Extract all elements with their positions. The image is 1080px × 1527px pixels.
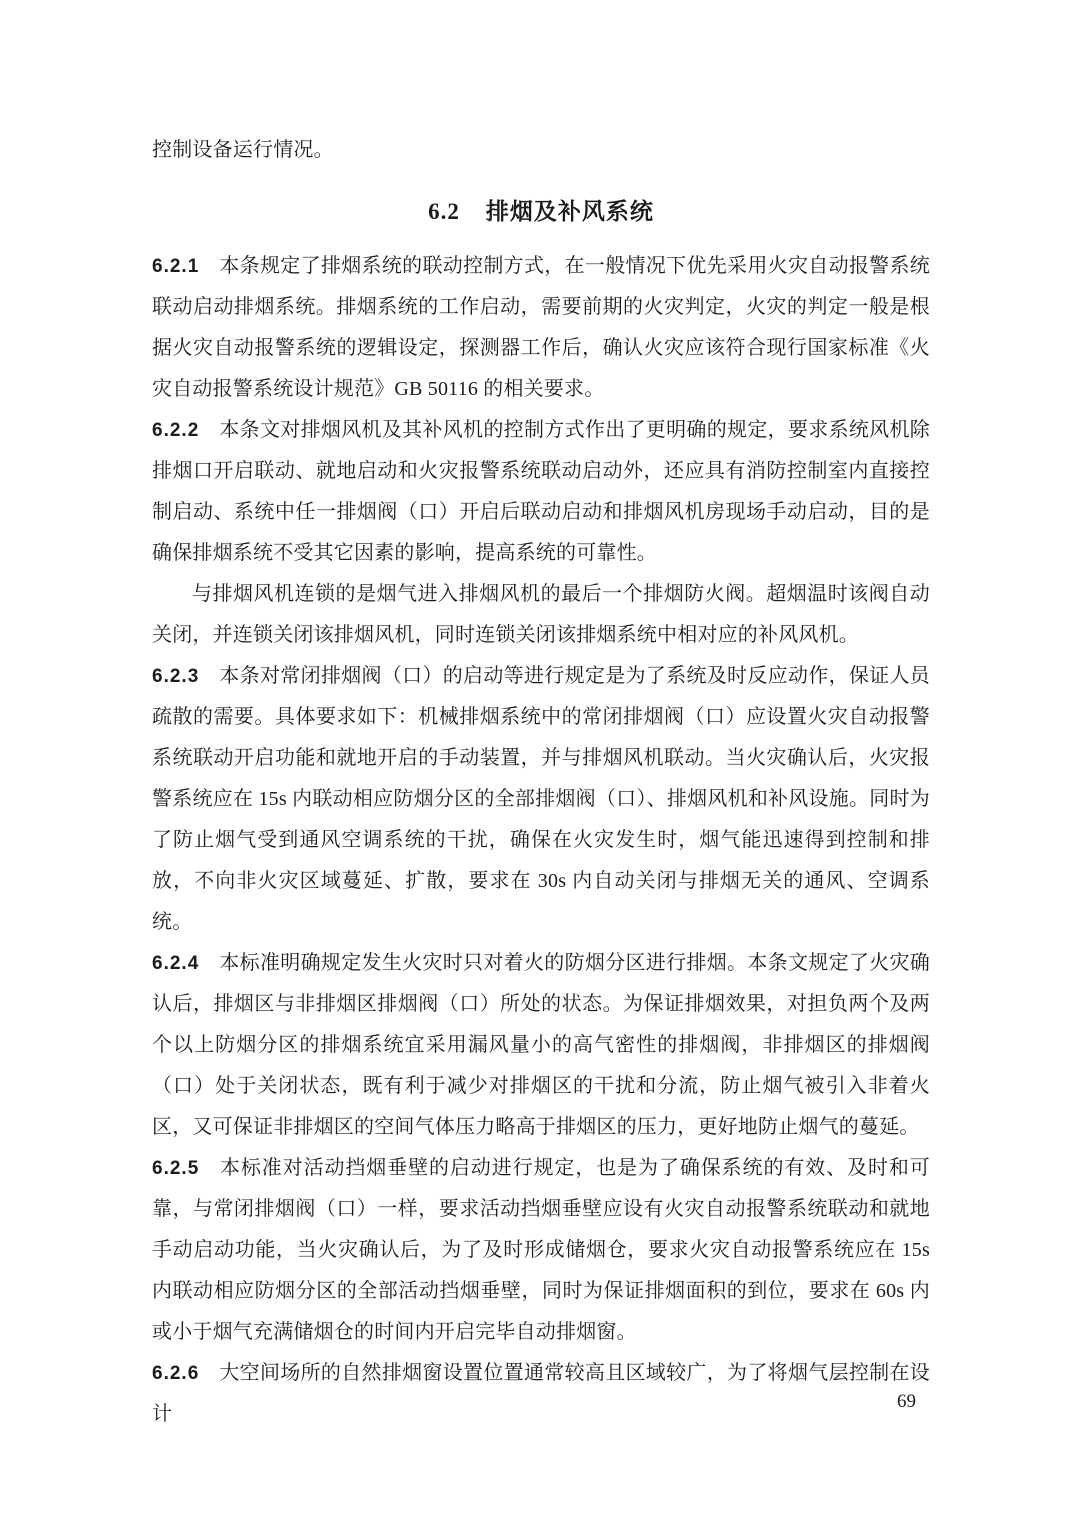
section-heading — [152, 191, 930, 232]
section-number: 6.2.1 — [152, 256, 200, 277]
page-number: 69 — [897, 1391, 916, 1412]
section-heading-number: 6.2 — [428, 199, 460, 224]
section-number: 6.2.6 — [152, 1363, 200, 1384]
section-paragraph-6.2.2: 6.2.2 本条文对排烟风机及其补风机的控制方式作出了更明确的规定，要求系统风机除排烟口开启联动、就地启动和火灾报警系统联动启动外，还应具有消防控制室内直接控制启动、系统中任一排烟阀（口）开启后联动启动和排烟风机房现场手动启动，目的是确保排烟系统不受其它因素的影响，提高系统的可靠性。 — [152, 419, 930, 564]
section-paragraph-6.2.5: 6.2.5 本标准对活动挡烟垂壁的启动进行规定，也是为了确保系统的有效、及时和可靠，与常闭排烟阀（口）一样，要求活动挡烟垂壁应设有火灾自动报警系统联动和就地手动启动功能，当火灾确认后，为了及时形成储烟仓，要求火灾自动报警系统应在 15s 内联动相应防烟分区的全部活动挡烟垂壁，同时为保证排烟面积的到位，要求在 60s 内或小于烟气充满储烟仓的时间内开启完毕自动排烟窗。 — [152, 1157, 930, 1343]
section-paragraph-6.2.1: 6.2.1 本条规定了排烟系统的联动控制方式，在一般情况下优先采用火灾自动报警系统联动启动排烟系统。排烟系统的工作启动，需要前期的火灾判定，火灾的判定一般是根据火灾自动报警系统的逻辑设定，探测器工作后，确认火灾应该符合现行国家标准《火灾自动报警系统设计规范》GB 50116 的相关要求。 — [152, 255, 930, 400]
section-paragraph-6.2.6: 6.2.6 大空间场所的自然排烟窗设置位置通常较高且区域较广，为了将烟气层控制在设计 — [152, 1362, 930, 1425]
section-number: 6.2.2 — [152, 420, 200, 441]
body-paragraph: 与排烟风机连锁的是烟气进入排烟风机的最后一个排烟防火阀。超烟温时该阀自动关闭，并连锁关闭该排烟风机，同时连锁关闭该排烟系统中相对应的补风风机。 — [152, 583, 930, 646]
section-paragraph-6.2.4: 6.2.4 本标准明确规定发生火灾时只对着火的防烟分区进行排烟。本条文规定了火灾确认后，排烟区与非排烟区排烟阀（口）所处的状态。为保证排烟效果，对担负两个及两个以上防烟分区的排烟系统宜采用漏风量小的高气密性的排烟阀，非排烟区的排烟阀（口）处于关闭状态，既有利于减少对排烟区的干扰和分流，防止烟气被引入非着火区，又可保证非排烟区的空间气体压力略高于排烟区的压力，更好地防止烟气的蔓延。 — [152, 952, 930, 1138]
intro-continuation-line: 控制设备运行情况。 — [152, 139, 334, 161]
section-number: 6.2.4 — [152, 953, 200, 974]
section-number: 6.2.3 — [152, 666, 200, 687]
section-paragraph-6.2.3: 6.2.3 本条对常闭排烟阀（口）的启动等进行规定是为了系统及时反应动作，保证人员疏散的需要。具体要求如下：机械排烟系统中的常闭排烟阀（口）应设置火灾自动报警系统联动开启功能和就地开启的手动装置，并与排烟风机联动。当火灾确认后，火灾报警系统应在 15s 内联动相应防烟分区的全部排烟阀（口）、排烟风机和补风设施。同时为了防止烟气受到通风空调系统的干扰，确保在火灾发生时，烟气能迅速得到控制和排放，不向非火灾区域蔓延、扩散，要求在 30s 内自动关闭与排烟无关的通风、空调系统。 — [152, 665, 930, 933]
page-body — [152, 246, 930, 1435]
section-heading-title: 排烟及补风系统 — [485, 199, 654, 224]
section-number: 6.2.5 — [152, 1158, 200, 1179]
